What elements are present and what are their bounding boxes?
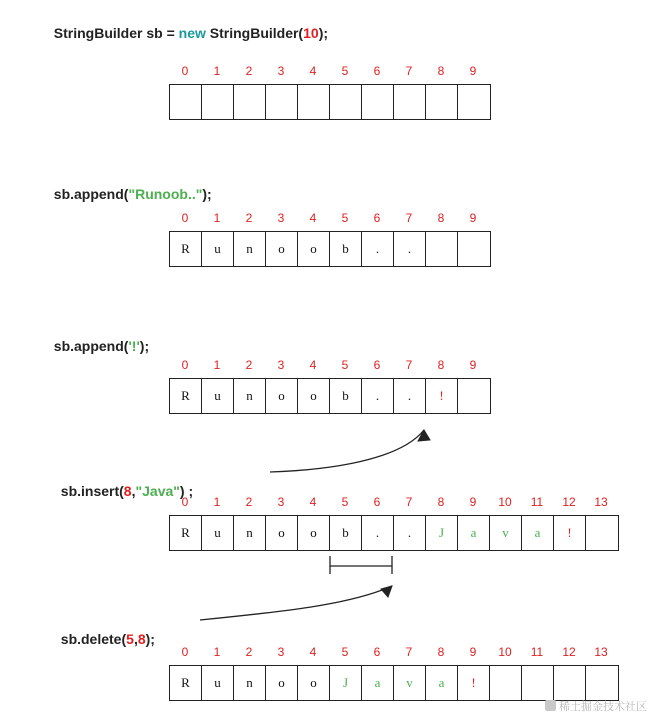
index-label: 9 (469, 495, 477, 509)
code-token-plain-2: ); (139, 338, 150, 354)
index-label: 5 (341, 358, 349, 372)
array-grid-insert-java (169, 515, 619, 551)
code-token-number: 10 (303, 25, 319, 41)
index-label: 4 (309, 358, 317, 372)
index-label: 2 (245, 495, 253, 509)
array-cell: ! (554, 516, 586, 550)
array-cell: ! (458, 666, 490, 700)
array-grid-construct (169, 84, 491, 120)
array-cell (394, 85, 426, 119)
index-label: 2 (245, 64, 253, 78)
code-line-append-runoob (46, 170, 212, 202)
array-cell: . (362, 232, 394, 266)
index-row-construct (169, 64, 489, 78)
index-row-insert-java (169, 495, 617, 509)
array-cell: b (330, 516, 362, 550)
index-label: 0 (181, 64, 189, 78)
array-cell (458, 379, 490, 413)
array-cell (554, 666, 586, 700)
index-label: 8 (437, 645, 445, 659)
array-cell: R (170, 379, 202, 413)
index-label: 2 (245, 358, 253, 372)
watermark-text: 稀土掘金技术社区 (559, 701, 647, 713)
array-cell: n (234, 666, 266, 700)
index-label: 12 (562, 645, 576, 659)
index-label: 6 (373, 358, 381, 372)
code-token-plain: sb.delete( (60, 631, 127, 647)
array-grid-append-runoob (169, 231, 491, 267)
index-label: 5 (341, 495, 349, 509)
array-cell: n (234, 516, 266, 550)
index-label: 8 (437, 495, 445, 509)
array-cell: n (234, 379, 266, 413)
code-token-plain-2: StringBuilder( (205, 25, 304, 41)
index-label: 1 (213, 358, 221, 372)
index-label: 12 (562, 495, 576, 509)
array-grid-delete (169, 665, 619, 701)
array-cell: u (202, 516, 234, 550)
code-token-plain-3: ); (145, 631, 155, 647)
array-cell (330, 85, 362, 119)
array-cell: o (298, 379, 330, 413)
index-label: 7 (405, 645, 413, 659)
array-cell: . (394, 379, 426, 413)
index-label: 6 (373, 64, 381, 78)
array-cell: R (170, 232, 202, 266)
array-cell: u (202, 232, 234, 266)
array-cell (426, 232, 458, 266)
index-label: 8 (437, 64, 445, 78)
index-label: 9 (469, 645, 477, 659)
code-line-append-bang (46, 322, 149, 354)
code-line-delete (53, 615, 155, 647)
array-cell: a (522, 516, 554, 550)
index-label: 1 (213, 495, 221, 509)
index-label: 13 (594, 495, 608, 509)
code-token-plain-2: , (131, 483, 136, 499)
index-label: 10 (498, 645, 512, 659)
index-label: 0 (181, 495, 189, 509)
index-label: 7 (405, 358, 413, 372)
array-grid-append-bang (169, 378, 491, 414)
index-label: 8 (437, 358, 445, 372)
code-token-string: "Java" (135, 483, 180, 499)
array-cell (266, 85, 298, 119)
array-cell (458, 232, 490, 266)
array-cell: . (394, 516, 426, 550)
array-cell: n (234, 232, 266, 266)
index-label: 11 (530, 645, 544, 659)
array-cell (362, 85, 394, 119)
index-label: 5 (341, 211, 349, 225)
code-token-string: '!' (128, 338, 140, 354)
array-cell (298, 85, 330, 119)
index-label: 7 (405, 495, 413, 509)
index-label: 2 (245, 645, 253, 659)
index-label: 6 (373, 495, 381, 509)
array-cell (458, 85, 490, 119)
index-label: 2 (245, 211, 253, 225)
array-cell: o (298, 232, 330, 266)
watermark (545, 698, 647, 714)
array-cell: . (362, 516, 394, 550)
code-token-plain-2: , (133, 631, 138, 647)
array-cell: b (330, 232, 362, 266)
index-label: 3 (277, 495, 285, 509)
brace-delete-range (330, 556, 392, 574)
arrow-delete-to-brace (200, 586, 392, 620)
code-token-number-2: 8 (137, 631, 146, 647)
array-cell (490, 666, 522, 700)
index-label: 5 (341, 64, 349, 78)
code-token-number: 5 (126, 631, 134, 647)
array-cell (234, 85, 266, 119)
array-cell: J (330, 666, 362, 700)
index-label: 4 (309, 211, 317, 225)
array-cell: b (330, 379, 362, 413)
index-label: 9 (469, 211, 477, 225)
array-cell (586, 516, 618, 550)
array-cell: o (266, 232, 298, 266)
index-label: 3 (277, 64, 285, 78)
array-cell: o (266, 516, 298, 550)
index-row-append-bang (169, 358, 489, 372)
index-label: 4 (309, 645, 317, 659)
array-cell (202, 85, 234, 119)
index-label: 3 (277, 211, 285, 225)
array-cell: v (394, 666, 426, 700)
index-label: 3 (277, 645, 285, 659)
code-token-plain-2: ); (202, 186, 212, 202)
code-token-keyword: new (178, 25, 206, 41)
arrow-insert-to-bang (270, 430, 430, 472)
index-label: 1 (213, 64, 221, 78)
array-cell: a (426, 666, 458, 700)
array-cell: R (170, 516, 202, 550)
array-cell: u (202, 666, 234, 700)
index-label: 6 (373, 211, 381, 225)
code-token-plain: StringBuilder sb = (53, 25, 179, 41)
array-cell (586, 666, 618, 700)
code-token-number: 8 (123, 483, 132, 499)
code-token-string: "Runoob.." (128, 186, 203, 202)
code-token-plain: sb.append( (53, 338, 129, 354)
index-label: 1 (213, 645, 221, 659)
index-row-delete (169, 645, 617, 659)
index-label: 4 (309, 495, 317, 509)
index-label: 4 (309, 64, 317, 78)
array-cell: ! (426, 379, 458, 413)
code-token-plain: sb.insert( (60, 483, 124, 499)
index-label: 8 (437, 211, 445, 225)
index-label: 6 (373, 645, 381, 659)
index-label: 7 (405, 211, 413, 225)
index-label: 7 (405, 64, 413, 78)
index-label: 9 (469, 64, 477, 78)
array-cell: a (458, 516, 490, 550)
array-cell: . (362, 379, 394, 413)
array-cell: a (362, 666, 394, 700)
array-cell: o (298, 516, 330, 550)
index-label: 3 (277, 358, 285, 372)
code-token-plain-3: ); (318, 25, 329, 41)
index-label: 0 (181, 645, 189, 659)
code-line-construct (46, 9, 328, 41)
index-label: 0 (181, 358, 189, 372)
array-cell: o (266, 666, 298, 700)
code-token-plain-3: ) ; (179, 483, 194, 499)
index-label: 13 (594, 645, 608, 659)
array-cell: R (170, 666, 202, 700)
array-cell: o (266, 379, 298, 413)
code-token-plain: sb.append( (53, 186, 129, 202)
index-label: 9 (469, 358, 477, 372)
index-label: 5 (341, 645, 349, 659)
array-cell: . (394, 232, 426, 266)
array-cell (522, 666, 554, 700)
array-cell: v (490, 516, 522, 550)
array-cell: u (202, 379, 234, 413)
array-cell: J (426, 516, 458, 550)
index-label: 0 (181, 211, 189, 225)
array-cell (426, 85, 458, 119)
index-label: 10 (498, 495, 512, 509)
array-cell (170, 85, 202, 119)
index-label: 1 (213, 211, 221, 225)
array-cell: o (298, 666, 330, 700)
index-label: 11 (530, 495, 544, 509)
watermark-logo-icon (545, 700, 556, 711)
index-row-append-runoob (169, 211, 489, 225)
